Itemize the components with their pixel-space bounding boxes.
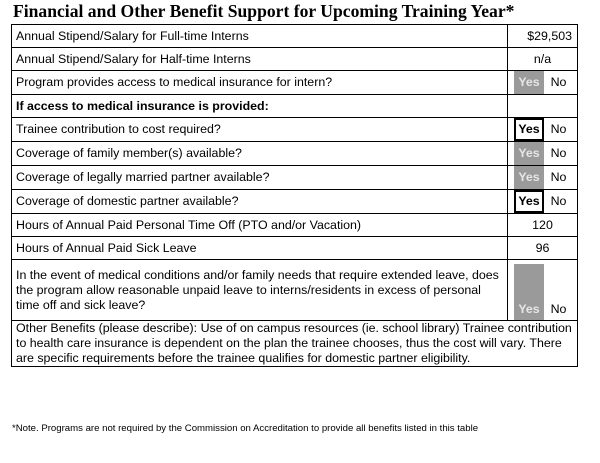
yes-option[interactable]: Yes — [514, 166, 544, 189]
table-row-family-coverage — [12, 142, 578, 166]
yes-no-cell — [508, 260, 578, 321]
other-benefits-text: Other Benefits (please describe): Use of on campus resources (ie. school library) Trainee contribution to health care insurance is dependent on the plan the trainee chooses, thus the cost will vary. There are specific requirements before the trainee qualifies for domestic partner eligibility. — [12, 321, 578, 367]
row-label: Coverage of family member(s) available? — [12, 142, 508, 166]
row-value: n/a — [508, 48, 578, 71]
no-option[interactable]: No — [550, 170, 567, 184]
table-row-domestic-coverage — [12, 190, 578, 214]
yes-no-cell — [508, 71, 578, 95]
yes-no-cell — [508, 190, 578, 214]
yes-option[interactable]: Yes — [514, 190, 544, 213]
yes-no-cell — [508, 166, 578, 190]
table-row-med-access — [12, 71, 578, 95]
table-row-unpaid-leave — [12, 260, 578, 321]
table-row-stipend-full — [12, 25, 578, 48]
page-title: Financial and Other Benefit Support for Upcoming Training Year* — [13, 1, 515, 21]
row-label: Annual Stipend/Salary for Full-time Interns — [12, 25, 508, 48]
row-value: 120 — [508, 214, 578, 237]
row-value: $29,503 — [508, 25, 578, 48]
yes-option[interactable]: Yes — [514, 118, 544, 141]
row-label: Coverage of domestic partner available? — [12, 190, 508, 214]
benefits-table — [11, 24, 578, 367]
table-row-other-benefits — [12, 321, 578, 367]
empty-cell — [508, 95, 578, 118]
table-row-sick-hours — [12, 237, 578, 260]
row-label: Coverage of legally married partner available? — [12, 166, 508, 190]
no-option[interactable]: No — [550, 302, 567, 316]
yes-no-cell — [508, 142, 578, 166]
no-option[interactable]: No — [550, 194, 567, 208]
yes-no-cell — [508, 118, 578, 142]
table-row-if-access — [12, 95, 578, 118]
row-label: Trainee contribution to cost required? — [12, 118, 508, 142]
table-row-pto-hours — [12, 214, 578, 237]
yes-option[interactable]: Yes — [514, 71, 544, 94]
yes-option[interactable]: Yes — [514, 264, 544, 320]
table-row-stipend-half — [12, 48, 578, 71]
yes-option[interactable]: Yes — [514, 142, 544, 165]
row-label: In the event of medical conditions and/or family needs that require extended leave, does the program allow reasonable unpaid leave to interns/residents in excess of personal time off and sick leave? — [12, 260, 508, 321]
table-row-trainee-contribution — [12, 118, 578, 142]
table-row-married-coverage — [12, 166, 578, 190]
section-subheading: If access to medical insurance is provided: — [12, 95, 508, 118]
row-label: Hours of Annual Paid Sick Leave — [12, 237, 508, 260]
row-label: Program provides access to medical insurance for intern? — [12, 71, 508, 95]
no-option[interactable]: No — [550, 75, 567, 89]
footnote: *Note. Programs are not required by the Commission on Accreditation to provide all benefits listed in this table — [12, 423, 479, 434]
row-value: 96 — [508, 237, 578, 260]
no-option[interactable]: No — [550, 146, 567, 160]
row-label: Hours of Annual Paid Personal Time Off (PTO and/or Vacation) — [12, 214, 508, 237]
row-label: Annual Stipend/Salary for Half-time Interns — [12, 48, 508, 71]
no-option[interactable]: No — [550, 122, 567, 136]
